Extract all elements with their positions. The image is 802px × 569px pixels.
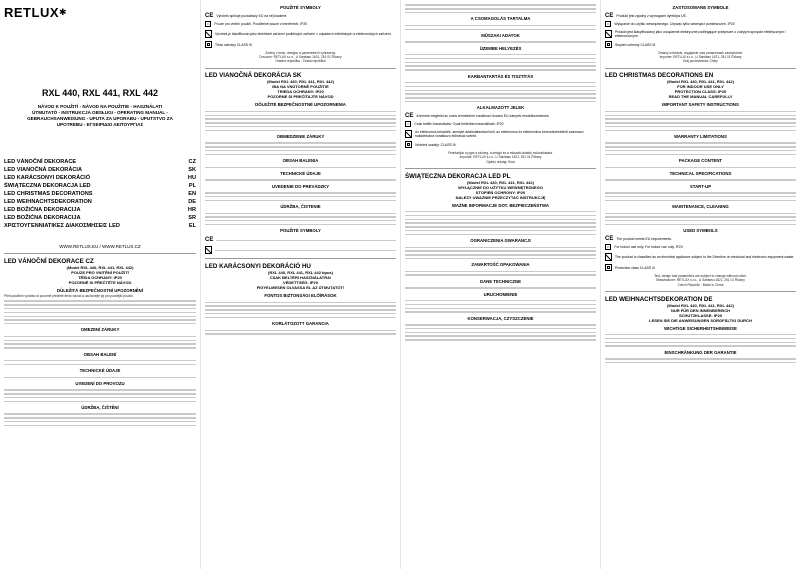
- symbol-row: Výrobek je klasifikován jako elektrické zařízení podléhající zařízení v odpadech elektrických a elektronických zařízení.: [205, 30, 396, 38]
- text-block: [205, 167, 396, 168]
- divider: [605, 68, 796, 69]
- hu-subtitle: FIGYELMESEN OLVASSA EL AZ ÚTMUTATÓT!: [256, 285, 345, 291]
- brand-logo: RETLUX✱: [4, 5, 68, 20]
- section-heading: FONTOS BIZTONSÁGI ELŐÍRÁSOK: [264, 293, 337, 299]
- cz-subtitle: TŘÍDA OCHRANY: IP20: [78, 274, 122, 280]
- class-iii-icon: [605, 264, 612, 271]
- page-hu-pl: [400, 0, 600, 569]
- ce-mark-icon: CE: [205, 13, 214, 19]
- section-heading: DÔLEŽITÉ BEZPEČNOSTNÉ UPOZORNENIA: [255, 102, 346, 108]
- indoor-icon: ⌂: [407, 121, 410, 127]
- section-heading: OGRANICZENIA GWARANCJI: [470, 238, 531, 244]
- section-heading: ALKALMAZOTT JELEK: [476, 105, 525, 111]
- cover-models: RXL 440, RXL 441, RXL 442: [41, 88, 159, 98]
- language-item: ŚWIĄTECZNA DEKORACJA LED PL: [4, 183, 196, 189]
- language-item: LED VÁNOČNÍ DEKORACE CZ: [4, 159, 196, 165]
- ce-mark-icon: CE: [605, 13, 614, 19]
- hu-subtitle: VÉDETTSÉG: IP20: [283, 280, 318, 286]
- sk-subtitle: TRIEDA OCHRANY: IP20: [277, 89, 324, 95]
- indoor-icon: ⌂: [607, 21, 610, 26]
- language-list: [4, 158, 196, 230]
- ce-mark-icon: CE: [405, 113, 414, 120]
- symbol-row: Produkt jest klasyfikowany jako urządzenie elektryczne podlegające przepisom o zużytym sprzęcie elektrycznym i elektronicznym.: [605, 30, 796, 38]
- ce-mark-icon: CE: [605, 236, 614, 243]
- ce-mark-icon: CE: [205, 237, 214, 244]
- text-block: [405, 4, 596, 13]
- text-block: [205, 213, 396, 226]
- sk-title: LED VIANOČNÁ DEKORÁCIA SK: [205, 72, 302, 80]
- language-item: ΧΡΙΣΤΟΥΓΕΝΝΙΑΤΙΚΕΣ ΔΙΑΚΟΣΜΗΣΕΙΣ LED EL: [4, 223, 196, 229]
- sk-models: (Model RXL 440, RXL 441, RXL 442): [267, 79, 334, 85]
- en-subtitle: FOR INDOOR USE ONLY: [677, 84, 724, 90]
- section-heading: ÚDRŽBA, ČISTENIE: [280, 204, 321, 210]
- section-heading: OBSAH BALENIA: [282, 158, 319, 164]
- text-block: [605, 179, 796, 180]
- pl-subtitle: WYŁĄCZNIE DO UŻYTKU WEWNĘTRZNEGO: [458, 184, 543, 190]
- section-heading: USED SYMBOLS: [683, 228, 718, 234]
- text-block: [205, 302, 396, 319]
- weee-bin-icon: [605, 30, 612, 38]
- hu-title: LED KARÁCSONYI DEKORÁCIÓ HU: [205, 263, 311, 271]
- weee-bin-icon: [405, 130, 412, 138]
- en-title: LED CHRISTMAS DECORATIONS EN: [605, 72, 714, 80]
- symbol-row: ⌂ Pouze pro vnitřní použití. Použitelné pouze v interiérech. IP20: [207, 21, 308, 26]
- de-title: LED WEIHNACHTSDEKORATION DE: [605, 295, 713, 303]
- text-block: [205, 142, 396, 155]
- section-heading: MŰSZAKI ADATOK: [481, 32, 520, 38]
- weee-bin-icon: [605, 253, 612, 261]
- indoor-icon: ⌂: [607, 244, 610, 250]
- divider: [205, 68, 396, 69]
- symbol-row: ⌂ Csak beltéri használatra. Csak beltérben használható. IP20: [407, 121, 504, 127]
- divider: [605, 291, 796, 292]
- text-block: [205, 192, 396, 201]
- language-item: LED BOŽIĆNA DEKORACIJA SR: [4, 215, 196, 221]
- language-item: LED WEIHNACHTSDEKORATION DE: [4, 199, 196, 205]
- class-iii-icon: [205, 41, 212, 48]
- section-heading: TECHNICAL SPECIFICATIONS: [669, 171, 732, 176]
- symbol-row: [205, 246, 396, 254]
- section-heading: ÚDRŽBA, ČIŠTĚNÍ: [81, 405, 119, 411]
- text-block: [405, 300, 596, 313]
- page-pl-en-de: [600, 0, 800, 569]
- section-heading: DŮLEŽITÁ BEZPEČNOSTNÍ UPOZORNĚNÍ: [57, 287, 143, 293]
- text-block: [405, 271, 596, 276]
- text-block: [605, 213, 796, 226]
- section-heading: WAŻNE INFORMACJE DOT. BEZPIECZEŃSTWA: [452, 202, 549, 208]
- cz-subtitle: POZORNĚ SI PŘEČTĚTE NÁVOD: [68, 279, 132, 285]
- intro-text: Před použitím výrobku si pozorně přečtěte tento návod a uschovejte jej pro pozdější použití.: [4, 293, 134, 298]
- symbol-row: CE Produkt jest zgodny z wymogami dyrektyw UE.: [605, 13, 687, 19]
- cz-subtitle: POUZE PRO VNITŘNÍ POUŽITÍ: [71, 269, 129, 275]
- manual-title: NÁVOD K POUŽITÍ - NÁVOD NA POUŽITIE - HASZNÁLATI ÚTMUTATÓ - INSTRUKCJA OBSŁUGI - OPERATING MANUAL - GEBRAUCHSANWEISUNG - UPUTA ZA UPORABU - UPUTSTVO ZA UPOTREBU - ΕΓΧΕΙΡΙΔΙΟ ΛΕΙΤΟΥΡΓΙΑΣ: [27, 104, 173, 127]
- symbol-row: CE The product meets EU requirements.: [605, 236, 672, 243]
- text-block: [4, 336, 196, 349]
- section-heading: OMEZENÍ ZÁRUKY: [80, 327, 120, 333]
- text-block: [205, 330, 396, 335]
- section-heading: IMPORTANT SAFETY INSTRUCTIONS: [662, 102, 739, 108]
- section-heading: KONSERWACJA, CZYSZCZENIE: [467, 315, 534, 321]
- de-subtitle: SCHUTZKLASSE: IP20: [678, 312, 723, 318]
- symbol-row: ⌂ For indoor use only. For indoor use only. IP20: [607, 244, 683, 250]
- weee-bin-icon: [205, 30, 212, 38]
- symbol-row: CE Výrobek splňuje požadavky EU na něj kladené.: [205, 13, 288, 19]
- section-heading: POUŽITÉ SYMBOLY: [280, 5, 321, 10]
- section-heading: KORLÁTOZOTT GARANCIA: [272, 321, 329, 327]
- text-block: [205, 111, 396, 131]
- text-block: [405, 287, 596, 288]
- en-models: (Model RXL 440, RXL 441, RXL 442): [667, 79, 734, 85]
- symbol-row: The product is classified as an electrical appliance subject to the Directive on electrical and electronic equipment waste.: [605, 253, 796, 261]
- en-subtitle: PROTECTION CLASS: IP20: [674, 89, 727, 95]
- class-iii-icon: [405, 141, 412, 148]
- text-block: [405, 211, 596, 235]
- section-heading: EINSCHRÄNKUNG DER GARANTIE: [664, 349, 737, 355]
- cz-title: LED VÁNOČNÍ DEKORACE CZ: [4, 257, 94, 265]
- text-block: [405, 82, 596, 102]
- symbol-row: ⌂ Wyłącznie do użytku wewnętrznego. Używać tylko wewnątrz pomieszczeń. IP20: [607, 21, 735, 26]
- section-heading: OBMEDZENIE ZÁRUKY: [276, 134, 325, 140]
- section-heading: KARBANTARTÁS ÉS TISZTÍTÁS: [467, 73, 534, 79]
- text-block: [4, 300, 196, 324]
- weee-bin-icon: [205, 246, 212, 254]
- class-iii-icon: [605, 41, 612, 48]
- page-cz-sk-hu: [200, 0, 400, 569]
- footer-note: Text, design and parameters are subject to change without notice. Manufacturer: RETLUX s.r.o., U Sanitasu 1621, 251 01 Říčany Czech Republic - Made in China: [654, 274, 747, 287]
- language-item: LED KARÁCSONYI DEKORÁCIÓ HU: [4, 175, 196, 181]
- section-heading: ZASTOSOWANE SYMBOLE: [672, 5, 729, 10]
- cz-models: (Model RXL 440, RXL 441, RXL 442): [66, 264, 134, 270]
- indoor-icon: ⌂: [207, 21, 210, 26]
- section-heading: ÜZEMBE HELYEZÉS: [479, 45, 522, 51]
- section-heading: DANE TECHNICZNE: [479, 278, 522, 284]
- symbol-row: Az elektromos készülék, amelyet ártalmatlanítani kell, az elektromos és elektronikus berendezésekből származó hulladékokra vonatkozó előírások szerint.: [405, 130, 596, 138]
- symbol-row: Třída ochrany CLASS III: [205, 41, 396, 48]
- text-block: [405, 247, 596, 260]
- section-heading: ZAWARTOŚĆ OPAKOWANIA: [471, 262, 530, 268]
- text-block: [405, 25, 596, 30]
- section-heading: A CSOMAGOLÁS TARTALMA: [470, 16, 531, 22]
- pl-subtitle: STOPIEŃ OCHRONY: IP20: [475, 189, 526, 195]
- section-heading: PACKAGE CONTENT: [678, 158, 723, 164]
- text-block: [4, 413, 196, 426]
- text-block: [205, 179, 396, 180]
- de-subtitle: LESEN SIE DIE ANWEISUNGEN SORGFÄLTIG DURCH: [649, 317, 752, 323]
- text-block: [4, 360, 196, 365]
- page-cover: [0, 0, 200, 569]
- pl-subtitle: NALEŻY UWAŻNIE PRZECZYTAĆ INSTRUKCJĘ: [455, 194, 546, 200]
- en-subtitle: READ THE MANUAL CAREFULLY: [668, 94, 733, 100]
- text-block: [605, 358, 796, 363]
- website-url[interactable]: WWW.RETLUX.EU / WWW.RETLUX.CZ: [59, 244, 141, 249]
- text-block: [605, 142, 796, 155]
- de-models: (Model RXL 440, RXL 441, RXL 442): [667, 302, 734, 308]
- section-heading: TECHNICKÉ ÚDAJE: [79, 368, 121, 374]
- symbol-row: CE A termék megfelel az uniós termékekre vonatkozó összes EU-irányelv rendelkezéseinek.: [405, 113, 550, 120]
- section-heading: UVEDENIE DO PREVÁDZKY: [271, 183, 330, 189]
- text-block: [405, 324, 596, 341]
- text-block: [4, 377, 196, 378]
- language-item: LED CHRISTMAS DECORATIONS EN: [4, 191, 196, 197]
- text-block: [405, 41, 596, 42]
- sk-subtitle: IBA NA VNÚTORNÉ POUŽITIE: [272, 84, 329, 90]
- section-heading: MAINTENANCE, CLEANING: [672, 204, 729, 210]
- section-heading: POUŽITÉ SYMBOLY: [280, 228, 321, 234]
- hu-subtitle: CSAK BELTÉRI HASZNÁLATRA!: [269, 275, 332, 281]
- divider: [405, 168, 596, 169]
- section-heading: WARRANTY LIMITATIONS: [674, 134, 727, 140]
- divider: [205, 258, 396, 259]
- symbol-row: [205, 237, 396, 243]
- de-subtitle: NUR FÜR DEN INNENBEREICH: [670, 307, 731, 313]
- footer-note: Změny v textu, designu a parametrech vyhrazeny. Dovozce: RETLUX s.r.o., U Sanitasu 1621, 251 01 Říčany Úradná republika - Česká republika: [259, 51, 342, 64]
- hu-models: (RXL 440, RXL 441, RXL 442 típus): [268, 270, 333, 276]
- section-heading: START-UP: [689, 183, 712, 189]
- text-block: [605, 192, 796, 201]
- pl-title: ŚWIĄTECZNA DEKORACJA LED PL: [405, 172, 511, 180]
- section-heading: OBSAH BALENÍ: [83, 351, 117, 357]
- footer-note: Zmiany w tekście, wyglądzie oraz parametrach zastrzeżone. Importer: RETLUX s.r.o., U Sanitasu 1621, 251 01 Říčany Kraj pochodzenia: Chiny: [657, 51, 744, 64]
- text-block: [4, 389, 196, 402]
- language-item: LED VIANOČNÁ DEKORÁCIA SK: [4, 167, 196, 173]
- divider: [4, 253, 196, 254]
- text-block: [605, 334, 796, 347]
- language-item: LED BOŽIĆNA DEKORACIJA HR: [4, 207, 196, 213]
- symbol-row: Védelmi osztály: CLASS III: [405, 141, 596, 148]
- section-heading: WICHTIGE SICHERHEITSHINWEISE: [664, 325, 737, 331]
- footer-note: Fenntartjuk a jogot a szöveg, a design és a műszaki adatok módosítására. Importőr: RETLUX s.r.o., U Sanitasu 1621, 251 01 Říčany Gyártó ország: Kína: [448, 151, 553, 164]
- symbol-row: Protection class CLASS III: [605, 264, 796, 271]
- text-block: [405, 54, 596, 71]
- pl-models: (Model RXL 440, RXL 441, RXL 442): [467, 179, 534, 185]
- section-heading: TECHNICKÉ ÚDAJE: [280, 171, 321, 176]
- sk-subtitle: POZORNE SI PREČÍTAJTE NÁVOD: [267, 94, 334, 100]
- text-block: [605, 111, 796, 131]
- section-heading: URUCHOMIENIE: [483, 291, 518, 297]
- text-block: [605, 167, 796, 168]
- section-heading: UVEDENÍ DO PROVOZU: [75, 380, 125, 386]
- symbol-row: Stopień ochrony CLASS III: [605, 41, 796, 48]
